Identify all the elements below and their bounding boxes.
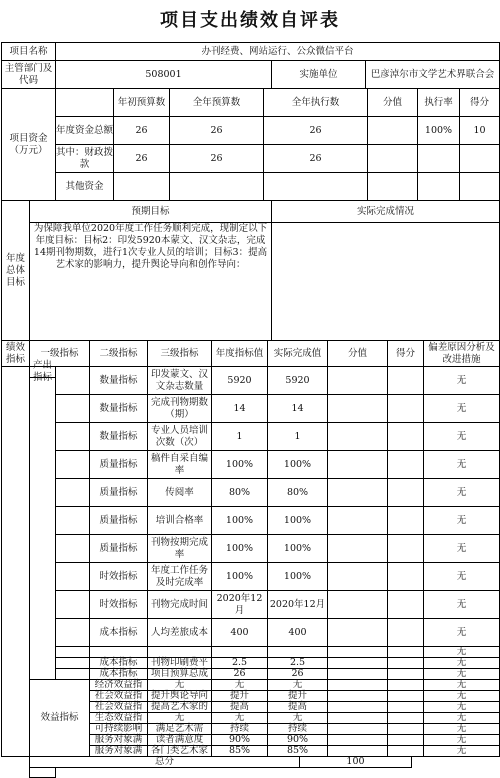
actual-value-text: 提高 (287, 701, 307, 712)
goals-expected-header-text: 预期目标 (131, 205, 170, 217)
level1-inner-cell (55, 450, 90, 479)
actual-value-text: 无 (292, 712, 303, 723)
target-value-text: 无 (234, 679, 245, 690)
effect-indicator-label-text: 效益指标 (40, 712, 79, 723)
perf-margin (1, 366, 30, 757)
level2-indicator-text: 服务对象满 (94, 734, 143, 745)
deviation-note (423, 534, 500, 563)
deviation-note-text: 无 (456, 598, 467, 610)
level3-indicator (147, 618, 212, 647)
funds-row-label-text: 其他资金 (65, 180, 104, 192)
score (387, 506, 424, 535)
funds-header-4-text: 执行率 (424, 96, 453, 108)
unit-label (271, 60, 366, 89)
target-value (211, 450, 268, 479)
unit-value (365, 60, 500, 89)
level3-indicator (147, 590, 212, 619)
funds-row-label (55, 144, 114, 173)
deviation-note-text: 无 (456, 402, 467, 414)
score-value (327, 506, 388, 535)
funds-header-0-text: 年初预算数 (117, 96, 166, 108)
actual-value (267, 394, 328, 423)
funds-cell (417, 172, 460, 201)
perf-header-0-text: 一级指标 (40, 347, 79, 359)
total-value-text: 100 (346, 756, 365, 767)
perf-header-2-text: 三级指标 (160, 347, 199, 359)
score-value (327, 366, 388, 395)
perf-label-text: 绩效指标 (5, 341, 25, 365)
level3-indicator-text: 培训合格率 (155, 514, 204, 526)
deviation-note-text: 无 (456, 712, 467, 723)
funds-cell (417, 116, 460, 145)
level3-indicator (147, 422, 212, 451)
perf-header-5-text: 分值 (347, 347, 367, 359)
funds-cell (263, 172, 368, 201)
target-value (211, 478, 268, 507)
actual-value-text: 2.5 (289, 657, 306, 668)
funds-cell (459, 172, 500, 201)
target-value-text: 提高 (229, 701, 249, 712)
actual-value (267, 478, 328, 507)
effect-indicator-label (29, 679, 90, 757)
target-value-text: 100% (225, 458, 254, 470)
deviation-note-text: 无 (456, 626, 467, 638)
target-value (211, 618, 268, 647)
level3-indicator (147, 478, 212, 507)
deviation-note (423, 618, 500, 647)
total-label-text: 总分 (154, 756, 174, 767)
level1-inner-cell (55, 394, 90, 423)
funds-cell-text: 100% (424, 124, 453, 136)
level2-indicator (89, 590, 148, 619)
deviation-note (423, 745, 500, 757)
perf-header-3-text: 年度指标值 (215, 347, 264, 359)
funds-cell (263, 116, 368, 145)
level1-inner-cell (55, 562, 90, 591)
funds-cell (367, 144, 418, 173)
score (387, 590, 424, 619)
target-value-text: 26 (233, 668, 246, 679)
funds-cell (459, 144, 500, 173)
perf-label (1, 340, 30, 367)
score-value (327, 394, 388, 423)
perf-header-1 (89, 340, 148, 367)
funds-cell (113, 116, 170, 145)
actual-value-text: 100% (283, 458, 312, 470)
dept-code-value (55, 60, 272, 89)
target-value-text: 80% (228, 486, 251, 498)
score-value (327, 618, 388, 647)
funds-cell (417, 144, 460, 173)
target-value (211, 394, 268, 423)
level2-indicator-text: 成本指标 (99, 668, 138, 679)
target-value-text: 100% (225, 542, 254, 554)
level3-indicator-text: 提升舆论导向 (150, 690, 208, 701)
level1-inner-cell (55, 534, 90, 563)
funds-cell-text: 26 (309, 152, 322, 164)
funds-header-0 (113, 88, 170, 117)
target-value-text: 2.5 (231, 657, 248, 668)
project-name-value (55, 42, 500, 61)
deviation-note-text: 无 (456, 646, 467, 657)
deviation-note-text: 无 (456, 430, 467, 442)
level2-indicator (89, 450, 148, 479)
actual-value-text: 14 (291, 402, 304, 414)
perf-header-4-text: 实际完成值 (273, 347, 322, 359)
deviation-note (423, 422, 500, 451)
score (387, 366, 424, 395)
level1-inner-cell (55, 506, 90, 535)
actual-value-text: 26 (291, 668, 304, 679)
actual-value (267, 562, 328, 591)
funds-header-4 (417, 88, 460, 117)
level3-indicator (147, 366, 212, 395)
level2-indicator-text: 数量指标 (99, 374, 138, 386)
level2-indicator (89, 394, 148, 423)
deviation-note (423, 394, 500, 423)
deviation-note-text: 无 (456, 486, 467, 498)
level2-indicator-text: 质量指标 (99, 514, 138, 526)
goals-label-text: 年度总体目标 (5, 252, 25, 288)
level1-inner-cell (55, 668, 90, 680)
score-value (327, 450, 388, 479)
deviation-note-text: 无 (456, 374, 467, 386)
funds-cell (113, 172, 170, 201)
level2-indicator-text: 质量指标 (99, 542, 138, 554)
goals-expected-text-text: 为保障我单位2020年度工作任务顺利完成，现制定以下年度目标：目标2：印发5920本蒙文、汉文杂志，完成14期刊物期数，进行1次专业人员的培训；目标3：提高艺术家的影响力，提升舆论导向和创作导向： (33, 223, 268, 270)
goals-actual-header (271, 200, 500, 223)
actual-value-text: 400 (288, 626, 307, 638)
level3-indicator-text: 各门类艺术家 (150, 745, 208, 756)
level2-indicator-text: 质量指标 (99, 486, 138, 498)
score (387, 478, 424, 507)
actual-value (267, 534, 328, 563)
funds-header-3-text: 分值 (382, 96, 402, 108)
target-value-text: 400 (230, 626, 249, 638)
target-value-text: 85% (228, 745, 251, 756)
unit-label-text: 实施单位 (299, 68, 338, 80)
level3-indicator-text: 印发蒙文、汉文杂志数量 (150, 368, 208, 392)
self-evaluation-table (1, 42, 499, 767)
dept-code-value-text: 508001 (145, 68, 182, 80)
level2-indicator-text: 可持续影响 (94, 723, 143, 734)
perf-header-4 (267, 340, 328, 367)
actual-value-text: 100% (283, 514, 312, 526)
level2-indicator (89, 534, 148, 563)
score-value (327, 422, 388, 451)
deviation-note-text: 无 (456, 668, 467, 679)
level2-indicator-text: 时效指标 (99, 570, 138, 582)
funds-row-label-text: 年度资金总额 (56, 124, 114, 136)
score (387, 534, 424, 563)
target-value (211, 506, 268, 535)
level2-indicator-text: 时效指标 (99, 598, 138, 610)
actual-value-text: 无 (292, 679, 303, 690)
target-value-text: 100% (225, 514, 254, 526)
funds-cell (169, 116, 264, 145)
perf-header-2 (147, 340, 212, 367)
level1-inner-cell (55, 618, 90, 647)
target-value-text: 100% (225, 570, 254, 582)
deviation-note-text: 无 (456, 458, 467, 470)
funds-header-2 (263, 88, 368, 117)
total-value (299, 756, 412, 768)
level2-indicator-text: 经济效益指 (94, 679, 143, 690)
funds-label-text: 项目资金（万元） (9, 132, 48, 156)
deviation-note-text: 无 (456, 679, 467, 690)
actual-value-text: 持续 (287, 723, 307, 734)
level3-indicator-text: 无 (174, 679, 185, 690)
actual-value-text: 2020年12月 (269, 598, 326, 610)
deviation-note-text: 无 (456, 542, 467, 554)
level3-indicator-text: 无 (174, 712, 185, 723)
unit-value-text: 巴彦淖尔市文学艺术界联合会 (370, 68, 495, 80)
score (387, 450, 424, 479)
actual-value-text: 80% (286, 486, 309, 498)
level1-inner-cell (55, 590, 90, 619)
score (387, 562, 424, 591)
actual-value (267, 590, 328, 619)
funds-cell (367, 172, 418, 201)
target-value-text: 90% (228, 734, 251, 745)
level2-indicator (89, 618, 148, 647)
target-value-text: 提升 (229, 690, 249, 701)
trailing-cell (29, 767, 56, 778)
actual-value-text: 100% (283, 570, 312, 582)
level3-indicator-text: 年度工作任务及时完成率 (150, 564, 208, 588)
level3-indicator (147, 394, 212, 423)
score-value (327, 478, 388, 507)
target-value (211, 366, 268, 395)
deviation-note-text: 无 (456, 701, 467, 712)
level3-indicator-text: 读者满意度 (155, 734, 204, 745)
actual-value (267, 422, 328, 451)
score-value (327, 534, 388, 563)
deviation-note-text: 无 (456, 657, 467, 668)
actual-value (267, 450, 328, 479)
perf-header-1-text: 二级指标 (99, 347, 138, 359)
target-value (211, 562, 268, 591)
level3-indicator-text: 提高艺术家的 (150, 701, 208, 712)
target-value (211, 422, 268, 451)
level2-indicator (89, 478, 148, 507)
level1-inner-cell (55, 478, 90, 507)
total-label (29, 756, 300, 768)
level3-indicator (147, 450, 212, 479)
level2-indicator-text: 社会效益指 (94, 701, 143, 712)
level2-indicator-text: 社会效益指 (94, 690, 143, 701)
actual-value (267, 618, 328, 647)
target-value-text: 5920 (227, 374, 252, 386)
funds-cell-text: 26 (135, 152, 148, 164)
deviation-note-text: 无 (456, 734, 467, 745)
perf-header-5 (327, 340, 388, 367)
level2-indicator (89, 422, 148, 451)
funds-row-label (55, 116, 114, 145)
level2-indicator-text: 数量指标 (99, 430, 138, 442)
level2-indicator-text: 质量指标 (99, 458, 138, 470)
output-indicator-label-text: 产出指标 (32, 360, 52, 383)
funds-cell-text: 10 (473, 124, 486, 136)
level3-indicator (147, 506, 212, 535)
deviation-note-text: 无 (456, 570, 467, 582)
target-value-text: 持续 (229, 723, 249, 734)
level2-indicator-text: 服务对象满 (94, 745, 143, 756)
page-title: 项目支出绩效自评表 (160, 10, 340, 31)
level3-indicator (147, 562, 212, 591)
funds-header-blank (55, 88, 114, 117)
score-value (327, 590, 388, 619)
target-value-text: 14 (233, 402, 246, 414)
score (387, 422, 424, 451)
perf-header-6-text: 得分 (395, 347, 415, 359)
project-name-label-text: 项目名称 (9, 45, 48, 57)
deviation-note-text: 无 (456, 514, 467, 526)
deviation-note (423, 506, 500, 535)
level2-indicator (89, 506, 148, 535)
funds-header-5-text: 得分 (469, 96, 489, 108)
deviation-note-text: 无 (456, 723, 467, 734)
funds-header-5 (459, 88, 500, 117)
level3-indicator-text: 刊物按期完成率 (150, 536, 208, 560)
project-name-value-text: 办刊经费、网站运行、公众微信平台 (201, 45, 354, 57)
deviation-note-text: 无 (456, 690, 467, 701)
level2-indicator-text: 成本指标 (99, 626, 138, 638)
funds-header-2-text: 全年执行数 (291, 96, 340, 108)
funds-row-label-text: 其中：财政拨款 (56, 146, 114, 170)
score (387, 394, 424, 423)
deviation-note-text: 无 (456, 745, 467, 756)
perf-header-7 (423, 340, 500, 367)
level3-indicator-text: 人均差旅成本 (150, 626, 208, 638)
funds-header-1 (169, 88, 264, 117)
level1-inner-cell (55, 366, 90, 395)
level1-inner-cell (55, 422, 90, 451)
level2-indicator (89, 366, 148, 395)
goals-actual-header-text: 实际完成情况 (356, 205, 414, 217)
actual-value (267, 506, 328, 535)
actual-value-text: 90% (286, 734, 309, 745)
goals-label (1, 200, 30, 341)
funds-header-3 (367, 88, 418, 117)
deviation-note (423, 562, 500, 591)
funds-cell-text: 26 (135, 124, 148, 136)
funds-cell (263, 144, 368, 173)
target-value (211, 590, 268, 619)
goals-expected-header (29, 200, 272, 223)
funds-cell-text: 26 (210, 124, 223, 136)
deviation-note (423, 590, 500, 619)
target-value-text: 2020年12月 (216, 592, 263, 616)
funds-row-label (55, 172, 114, 201)
actual-value-text: 5920 (285, 374, 310, 386)
actual-value (267, 366, 328, 395)
funds-cell-text: 26 (309, 124, 322, 136)
level2-indicator-text: 数量指标 (99, 402, 138, 414)
output-indicator-label (29, 360, 56, 383)
deviation-note (423, 366, 500, 395)
funds-cell-text: 26 (210, 152, 223, 164)
funds-cell (169, 172, 264, 201)
level3-indicator-text: 项目预算总成 (150, 668, 208, 679)
perf-header-3 (211, 340, 268, 367)
target-value (211, 534, 268, 563)
deviation-note (423, 450, 500, 479)
perf-header-6 (387, 340, 424, 367)
level3-indicator-text: 稿件自采自编率 (150, 452, 208, 476)
dept-label-text: 主管部门及代码 (4, 62, 53, 86)
score (387, 618, 424, 647)
score-value (327, 562, 388, 591)
perf-header-7-text: 偏差原因分析及改进措施 (428, 341, 495, 365)
level3-indicator-text: 刊物完成时间 (150, 598, 208, 610)
level3-indicator-text: 专业人员培训次数（次） (150, 424, 208, 448)
actual-value-text: 提升 (287, 690, 307, 701)
level3-indicator-text: 刊物印刷费平 (150, 657, 208, 668)
funds-header-1-text: 全年预算数 (192, 96, 241, 108)
goals-expected-text (29, 222, 272, 341)
project-name-label (1, 42, 56, 61)
funds-cell (367, 116, 418, 145)
level3-indicator-text: 完成刊物期数（期） (150, 396, 208, 420)
target-value-text: 无 (234, 712, 245, 723)
level3-indicator-text: 满足艺术需 (155, 723, 204, 734)
actual-value-text: 1 (294, 430, 301, 442)
funds-cell (113, 144, 170, 173)
actual-value-text: 85% (286, 745, 309, 756)
goals-actual-text (271, 222, 500, 341)
deviation-note (423, 478, 500, 507)
level2-indicator (89, 562, 148, 591)
actual-value-text: 100% (283, 542, 312, 554)
level3-indicator (147, 534, 212, 563)
level2-indicator-text: 成本指标 (99, 657, 138, 668)
level2-indicator-text: 生态效益指 (94, 712, 143, 723)
funds-cell (459, 116, 500, 145)
funds-cell (169, 144, 264, 173)
funds-label (1, 88, 56, 201)
dept-label (1, 60, 56, 89)
level3-indicator-text: 传阅率 (165, 486, 194, 498)
target-value-text: 1 (236, 430, 243, 442)
